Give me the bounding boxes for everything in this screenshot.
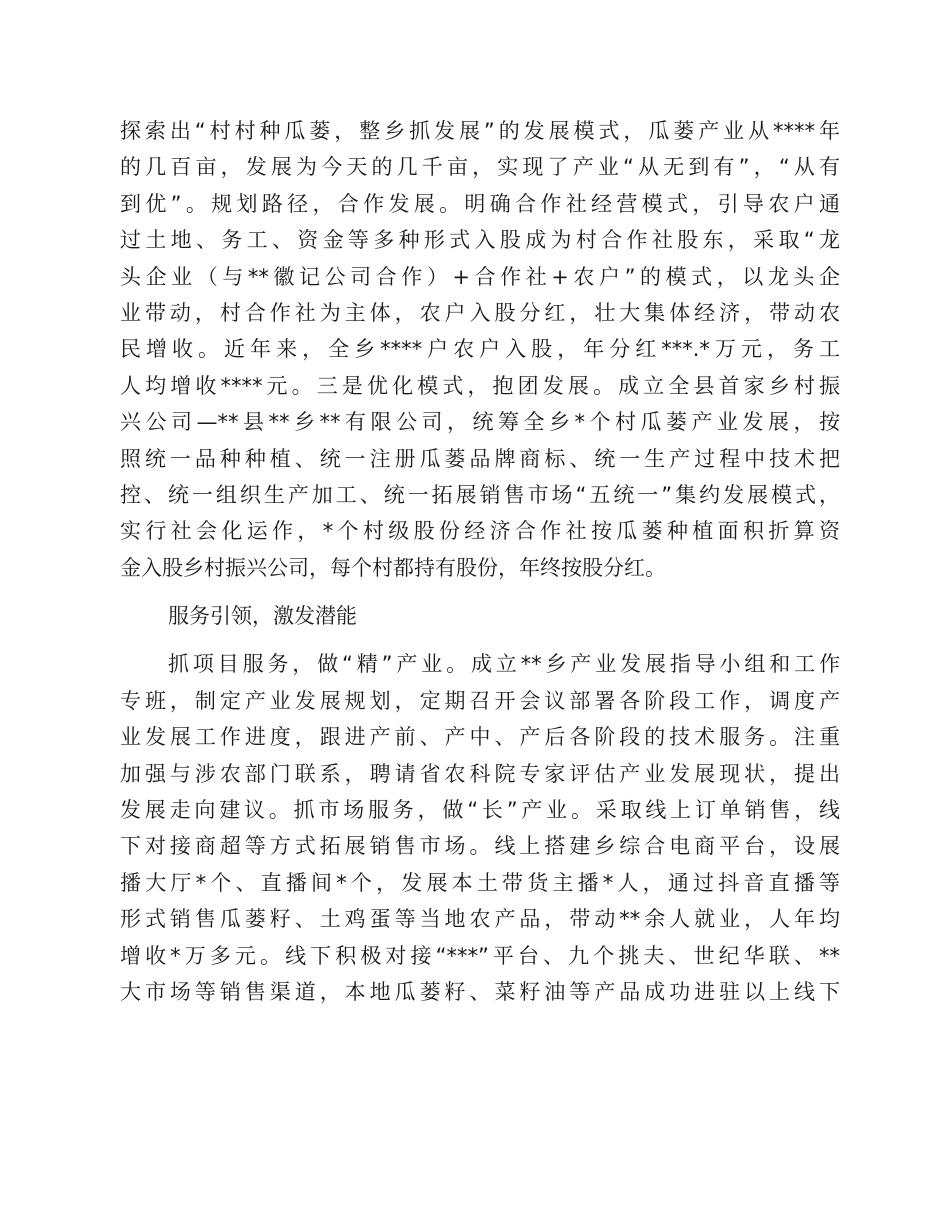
paragraph-line: 照统一品种种植、统一注册瓜蒌品牌商标、统一生产过程中技术把	[120, 446, 840, 471]
paragraph-line: 形式销售瓜蒌籽、土鸡蛋等当地农产品，带动**余人就业，人年均	[120, 907, 840, 932]
paragraph-line: 下对接商超等方式拓展销售市场。线上搭建乡综合电商平台，设展	[120, 834, 840, 859]
paragraph-line: 播大厅*个、直播间*个，发展本土带货主播*人，通过抖音直播等	[120, 870, 840, 895]
paragraph-line: 过土地、务工、资金等多种形式入股成为村合作社股东，采取“龙	[120, 228, 840, 253]
paragraph-line: 到优”。规划路径，合作发展。明确合作社经营模式，引导农户通	[120, 191, 840, 216]
paragraph-line: 控、统一组织生产加工、统一拓展销售市场“五统一”集约发展模式，	[120, 482, 840, 507]
paragraph-line: 大市场等销售渠道，本地瓜蒌籽、菜籽油等产品成功进驻以上线下	[120, 979, 840, 1004]
paragraph-line: 兴公司—**县**乡**有限公司，统筹全乡*个村瓜蒌产业发展，按	[120, 410, 840, 435]
paragraph-line: 发展走向建议。抓市场服务，做“长”产业。采取线上订单销售，线	[120, 798, 840, 823]
paragraph-line: 业发展工作进度，跟进产前、产中、产后各阶段的技术服务。注重	[120, 725, 840, 750]
paragraph-line: 探索出“村村种瓜蒌，整乡抓发展”的发展模式，瓜蒌产业从****年	[120, 119, 840, 143]
paragraph-line: 实行社会化运作，*个村级股份经济合作社按瓜蒌种植面积折算资	[120, 519, 840, 544]
paragraph-line: 头企业（与**徽记公司合作）+合作社+农户”的模式，以龙头企	[120, 264, 840, 289]
paragraph-line: 人均增收****元。三是优化模式，抱团发展。成立全县首家乡村振	[120, 373, 840, 398]
section-heading: 服务引领，激发潜能	[168, 604, 357, 629]
paragraph-line: 业带动，村合作社为主体，农户入股分红，壮大集体经济，带动农	[120, 300, 840, 325]
paragraph-line: 抓项目服务，做“精”产业。成立**乡产业发展指导小组和工作	[168, 652, 840, 677]
paragraph-line: 的几百亩，发展为今天的几千亩，实现了产业“从无到有”，“从有	[120, 155, 840, 180]
paragraph-1	[120, 113, 840, 586]
paragraph-line: 加强与涉农部门联系，聘请省农科院专家评估产业发展现状，提出	[120, 761, 840, 786]
paragraph-2	[120, 646, 840, 1010]
document-body	[120, 113, 840, 1010]
paragraph-line: 增收*万多元。线下积极对接“***”平台、九个挑夫、世纪华联、**	[120, 943, 840, 968]
paragraph-line: 金入股乡村振兴公司，每个村都持有股份，年终按股分红。	[120, 555, 666, 580]
paragraph-line: 民增收。近年来，全乡****户农户入股，年分红***.*万元，务工	[120, 337, 840, 362]
paragraph-line: 专班，制定产业发展规划，定期召开会议部署各阶段工作，调度产	[120, 688, 840, 713]
